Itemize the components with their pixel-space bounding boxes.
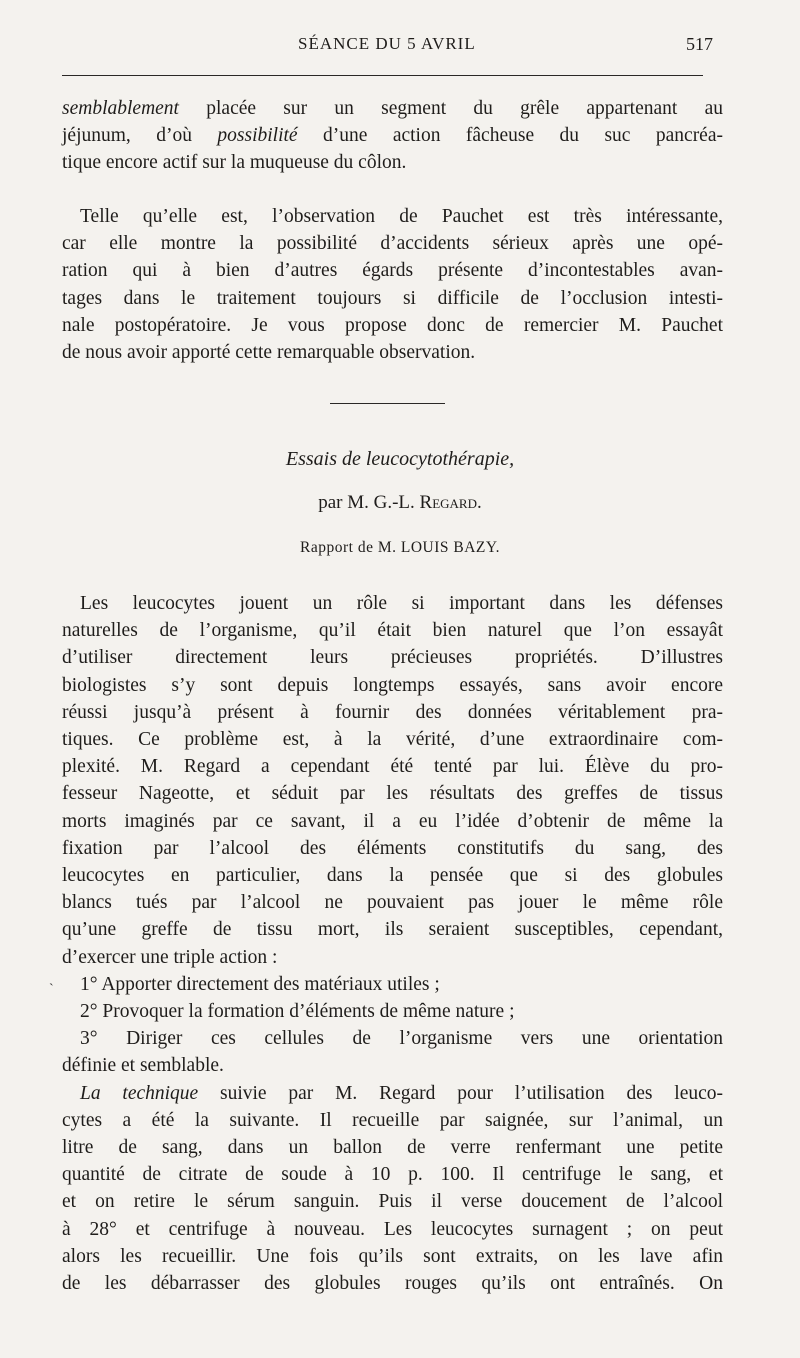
text-line: et on retire le sérum sanguin. Puis il verse doucement de l’alcool <box>62 1191 723 1213</box>
text-line: nale postopératoire. Je vous propose donc de remercier M. Pauchet <box>62 314 723 336</box>
section-divider <box>330 403 445 404</box>
text-line: ration qui à bien d’autres égards présente d’incontestables avan- <box>62 260 723 282</box>
paragraph-leucocytes <box>62 590 723 1297</box>
text-line: Telle qu’elle est, l’observation de Pauchet est très intéressante, <box>80 206 723 227</box>
text-line <box>62 95 723 122</box>
text-line <box>62 122 723 149</box>
text-line: naturelles de l’organisme, qu’il était bien naturel que l’on essayât <box>62 620 723 642</box>
article-title: Essais de leucocytothérapie, <box>285 448 515 470</box>
reporter-name: LOUIS BAZY. <box>400 539 500 556</box>
paragraph-observation <box>62 203 723 366</box>
text-line: qu’une greffe de tissu mort, ils seraient susceptibles, cependant, <box>62 919 723 941</box>
report-line <box>0 539 800 557</box>
list-item: 3° Diriger ces cellules de l’organisme vers une orientation <box>80 1028 723 1050</box>
author-name: Regard. <box>419 492 482 513</box>
italic-word: possibilité <box>217 125 298 147</box>
text-line: blancs tués par l’alcool ne pouvaient pas jouer le même rôle <box>62 892 723 914</box>
paragraph-continuation <box>62 95 723 177</box>
text-line: leucocytes en particulier, dans la pensée que si des globules <box>62 865 723 887</box>
text-line: réussi jusqu’à présent à fournir des données véritablement pra- <box>62 701 723 723</box>
text-line: Les leucocytes jouent un rôle si important dans les défenses <box>80 593 723 614</box>
report-prefix: Rapport de M. <box>300 539 401 556</box>
text-line: tique encore actif sur la muqueuse du côlon. <box>62 152 407 174</box>
text-line: biologistes s’y sont depuis longtemps essayés, sans avoir encore <box>62 674 723 696</box>
text-fragment: d’une action fâcheuse du suc pancréa- <box>297 125 723 147</box>
text-line: alors les recueillir. Une fois qu’ils sont extraits, on les lave afin <box>62 1245 723 1267</box>
byline-prefix: par M. G.-L. <box>318 492 420 513</box>
text-line: définie et semblable. <box>62 1055 224 1077</box>
text-line: de les débarrasser des globules rouges qu’ils ont entraînés. On <box>62 1273 723 1295</box>
text-line: fesseur Nageotte, et séduit par les résultats des greffes de tissus <box>62 783 723 805</box>
text-fragment: jéjunum, d’où <box>62 125 218 147</box>
text-line: tages dans le traitement toujours si difficile de l’occlusion intesti- <box>62 287 723 309</box>
italic-word: semblablement <box>62 98 179 119</box>
header-rule <box>62 75 703 76</box>
article-byline <box>0 492 800 514</box>
text-line: plexité. M. Regard a cependant été tenté par lui. Élève du pro- <box>62 756 723 778</box>
text-fragment: placée sur un segment du grêle appartenant au <box>178 98 723 119</box>
list-item: 1° Apporter directement des matériaux utiles ; <box>80 973 440 995</box>
text-line <box>62 1080 723 1107</box>
text-line: quantité de citrate de soude à 10 p. 100. Il centrifuge le sang, et <box>62 1164 723 1186</box>
text-line: litre de sang, dans un ballon de verre renfermant une petite <box>62 1137 723 1159</box>
italic-phrase: La technique <box>80 1082 199 1104</box>
page-number: 517 <box>686 34 713 54</box>
margin-mark: ` <box>49 982 54 997</box>
text-line: cytes a été la suivante. Il recueille par saignée, sur l’animal, un <box>62 1109 723 1131</box>
list-item: 2° Provoquer la formation d’éléments de même nature ; <box>80 1001 515 1023</box>
running-title: SÉANCE DU 5 AVRIL <box>298 34 476 53</box>
text-line: à 28° et centrifuge à nouveau. Les leucocytes surnagent ; on peut <box>62 1218 723 1240</box>
text-fragment: suivie par M. Regard pour l’utilisation des leuco- <box>198 1082 723 1104</box>
running-head <box>0 34 800 58</box>
text-line: tiques. Ce problème est, à la vérité, d’une extraordinaire com- <box>62 729 723 751</box>
text-line: morts imaginés par ce savant, il a eu l’idée d’obtenir de même la <box>62 810 723 832</box>
text-line: d’exercer une triple action : <box>62 946 278 968</box>
text-line: fixation par l’alcool des éléments constitutifs du sang, des <box>62 837 723 859</box>
text-line: d’utiliser directement leurs précieuses propriétés. D’illustres <box>62 647 723 669</box>
text-line: car elle montre la possibilité d’accidents sérieux après une opé- <box>62 233 723 255</box>
text-line: de nous avoir apporté cette remarquable observation. <box>62 342 476 364</box>
